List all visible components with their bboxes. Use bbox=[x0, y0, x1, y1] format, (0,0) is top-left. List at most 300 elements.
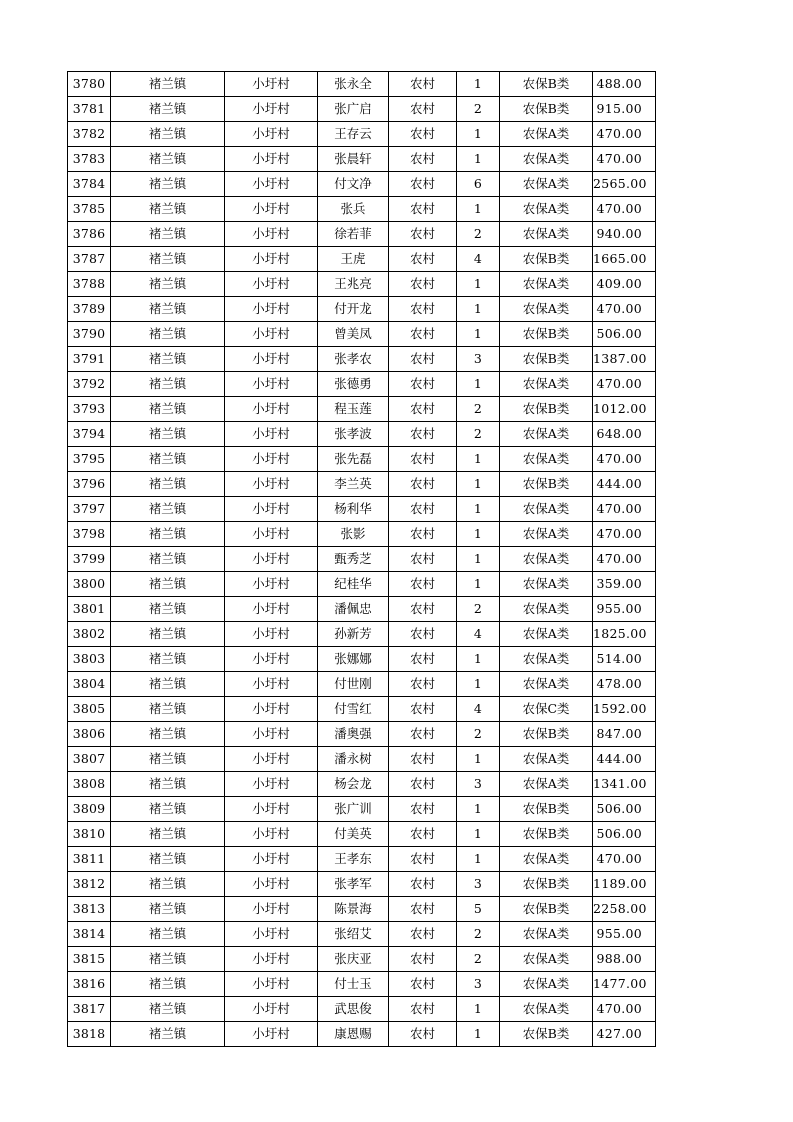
row-id-cell: 3796 bbox=[68, 472, 111, 497]
insurance-category-cell: 农保A类 bbox=[500, 647, 593, 672]
name-cell: 杨会龙 bbox=[318, 772, 389, 797]
village-cell: 小圩村 bbox=[225, 422, 318, 447]
name-cell: 张德勇 bbox=[318, 372, 389, 397]
amount-cell: 444.00 bbox=[593, 747, 656, 772]
member-count-cell: 1 bbox=[457, 572, 500, 597]
amount-cell: 506.00 bbox=[593, 322, 656, 347]
amount-cell: 470.00 bbox=[593, 847, 656, 872]
row-id-cell: 3810 bbox=[68, 822, 111, 847]
row-id-cell: 3808 bbox=[68, 772, 111, 797]
household-type-cell: 农村 bbox=[389, 297, 457, 322]
member-count-cell: 2 bbox=[457, 597, 500, 622]
table-row bbox=[68, 472, 656, 497]
village-cell: 小圩村 bbox=[225, 572, 318, 597]
name-cell: 张先磊 bbox=[318, 447, 389, 472]
household-type-cell: 农村 bbox=[389, 772, 457, 797]
amount-cell: 488.00 bbox=[593, 72, 656, 97]
village-cell: 小圩村 bbox=[225, 747, 318, 772]
village-cell: 小圩村 bbox=[225, 272, 318, 297]
member-count-cell: 1 bbox=[457, 272, 500, 297]
table-row bbox=[68, 97, 656, 122]
village-cell: 小圩村 bbox=[225, 497, 318, 522]
name-cell: 付文净 bbox=[318, 172, 389, 197]
member-count-cell: 1 bbox=[457, 647, 500, 672]
name-cell: 付世刚 bbox=[318, 672, 389, 697]
village-cell: 小圩村 bbox=[225, 947, 318, 972]
insurance-category-cell: 农保B类 bbox=[500, 1022, 593, 1047]
member-count-cell: 3 bbox=[457, 972, 500, 997]
member-count-cell: 3 bbox=[457, 772, 500, 797]
table-row bbox=[68, 222, 656, 247]
insurance-category-cell: 农保A类 bbox=[500, 272, 593, 297]
table-row bbox=[68, 697, 656, 722]
insurance-category-cell: 农保A类 bbox=[500, 497, 593, 522]
name-cell: 王兆亮 bbox=[318, 272, 389, 297]
household-type-cell: 农村 bbox=[389, 247, 457, 272]
amount-cell: 955.00 bbox=[593, 922, 656, 947]
insurance-category-cell: 农保A类 bbox=[500, 172, 593, 197]
table-row bbox=[68, 122, 656, 147]
row-id-cell: 3784 bbox=[68, 172, 111, 197]
name-cell: 张孝农 bbox=[318, 347, 389, 372]
name-cell: 陈景海 bbox=[318, 897, 389, 922]
household-type-cell: 农村 bbox=[389, 847, 457, 872]
member-count-cell: 1 bbox=[457, 672, 500, 697]
town-cell: 褚兰镇 bbox=[111, 922, 225, 947]
name-cell: 付开龙 bbox=[318, 297, 389, 322]
row-id-cell: 3789 bbox=[68, 297, 111, 322]
member-count-cell: 2 bbox=[457, 222, 500, 247]
household-type-cell: 农村 bbox=[389, 722, 457, 747]
row-id-cell: 3791 bbox=[68, 347, 111, 372]
village-cell: 小圩村 bbox=[225, 297, 318, 322]
row-id-cell: 3812 bbox=[68, 872, 111, 897]
row-id-cell: 3793 bbox=[68, 397, 111, 422]
insurance-category-cell: 农保A类 bbox=[500, 947, 593, 972]
household-type-cell: 农村 bbox=[389, 947, 457, 972]
town-cell: 褚兰镇 bbox=[111, 1022, 225, 1047]
table-row bbox=[68, 397, 656, 422]
village-cell: 小圩村 bbox=[225, 222, 318, 247]
household-type-cell: 农村 bbox=[389, 72, 457, 97]
row-id-cell: 3783 bbox=[68, 147, 111, 172]
insurance-category-cell: 农保B类 bbox=[500, 872, 593, 897]
amount-cell: 1012.00 bbox=[593, 397, 656, 422]
row-id-cell: 3813 bbox=[68, 897, 111, 922]
row-id-cell: 3802 bbox=[68, 622, 111, 647]
town-cell: 褚兰镇 bbox=[111, 447, 225, 472]
row-id-cell: 3792 bbox=[68, 372, 111, 397]
insurance-category-cell: 农保A类 bbox=[500, 197, 593, 222]
table-row bbox=[68, 347, 656, 372]
name-cell: 张绍艾 bbox=[318, 922, 389, 947]
name-cell: 潘奥强 bbox=[318, 722, 389, 747]
town-cell: 褚兰镇 bbox=[111, 947, 225, 972]
amount-cell: 1592.00 bbox=[593, 697, 656, 722]
village-cell: 小圩村 bbox=[225, 897, 318, 922]
member-count-cell: 2 bbox=[457, 422, 500, 447]
insurance-category-cell: 农保B类 bbox=[500, 897, 593, 922]
village-cell: 小圩村 bbox=[225, 522, 318, 547]
insurance-category-cell: 农保A类 bbox=[500, 147, 593, 172]
amount-cell: 409.00 bbox=[593, 272, 656, 297]
name-cell: 曾美凤 bbox=[318, 322, 389, 347]
amount-cell: 1341.00 bbox=[593, 772, 656, 797]
household-type-cell: 农村 bbox=[389, 597, 457, 622]
amount-cell: 955.00 bbox=[593, 597, 656, 622]
member-count-cell: 4 bbox=[457, 247, 500, 272]
member-count-cell: 3 bbox=[457, 872, 500, 897]
insurance-category-cell: 农保B类 bbox=[500, 247, 593, 272]
village-cell: 小圩村 bbox=[225, 597, 318, 622]
row-id-cell: 3794 bbox=[68, 422, 111, 447]
household-type-cell: 农村 bbox=[389, 547, 457, 572]
row-id-cell: 3787 bbox=[68, 247, 111, 272]
town-cell: 褚兰镇 bbox=[111, 872, 225, 897]
amount-cell: 470.00 bbox=[593, 497, 656, 522]
name-cell: 王孝东 bbox=[318, 847, 389, 872]
village-cell: 小圩村 bbox=[225, 172, 318, 197]
insurance-category-cell: 农保A类 bbox=[500, 572, 593, 597]
name-cell: 张影 bbox=[318, 522, 389, 547]
insurance-category-cell: 农保B类 bbox=[500, 97, 593, 122]
row-id-cell: 3795 bbox=[68, 447, 111, 472]
member-count-cell: 1 bbox=[457, 822, 500, 847]
row-id-cell: 3798 bbox=[68, 522, 111, 547]
village-cell: 小圩村 bbox=[225, 697, 318, 722]
member-count-cell: 5 bbox=[457, 897, 500, 922]
village-cell: 小圩村 bbox=[225, 997, 318, 1022]
member-count-cell: 1 bbox=[457, 797, 500, 822]
town-cell: 褚兰镇 bbox=[111, 747, 225, 772]
member-count-cell: 2 bbox=[457, 397, 500, 422]
member-count-cell: 3 bbox=[457, 347, 500, 372]
member-count-cell: 4 bbox=[457, 622, 500, 647]
amount-cell: 915.00 bbox=[593, 97, 656, 122]
amount-cell: 470.00 bbox=[593, 372, 656, 397]
village-cell: 小圩村 bbox=[225, 772, 318, 797]
table-row bbox=[68, 197, 656, 222]
member-count-cell: 1 bbox=[457, 847, 500, 872]
member-count-cell: 1 bbox=[457, 147, 500, 172]
village-cell: 小圩村 bbox=[225, 372, 318, 397]
name-cell: 张孝军 bbox=[318, 872, 389, 897]
name-cell: 付雪红 bbox=[318, 697, 389, 722]
name-cell: 孙新芳 bbox=[318, 622, 389, 647]
row-id-cell: 3814 bbox=[68, 922, 111, 947]
row-id-cell: 3780 bbox=[68, 72, 111, 97]
town-cell: 褚兰镇 bbox=[111, 572, 225, 597]
village-cell: 小圩村 bbox=[225, 622, 318, 647]
town-cell: 褚兰镇 bbox=[111, 772, 225, 797]
village-cell: 小圩村 bbox=[225, 397, 318, 422]
table-row bbox=[68, 272, 656, 297]
village-cell: 小圩村 bbox=[225, 822, 318, 847]
insurance-category-cell: 农保A类 bbox=[500, 597, 593, 622]
table-row bbox=[68, 647, 656, 672]
name-cell: 徐若菲 bbox=[318, 222, 389, 247]
insurance-category-cell: 农保A类 bbox=[500, 447, 593, 472]
row-id-cell: 3816 bbox=[68, 972, 111, 997]
amount-cell: 427.00 bbox=[593, 1022, 656, 1047]
name-cell: 付美英 bbox=[318, 822, 389, 847]
row-id-cell: 3805 bbox=[68, 697, 111, 722]
amount-cell: 470.00 bbox=[593, 122, 656, 147]
town-cell: 褚兰镇 bbox=[111, 397, 225, 422]
table-row bbox=[68, 772, 656, 797]
table-row bbox=[68, 372, 656, 397]
table-row bbox=[68, 597, 656, 622]
amount-cell: 2258.00 bbox=[593, 897, 656, 922]
name-cell: 康恩赐 bbox=[318, 1022, 389, 1047]
town-cell: 褚兰镇 bbox=[111, 547, 225, 572]
table-row bbox=[68, 572, 656, 597]
table-row bbox=[68, 747, 656, 772]
member-count-cell: 1 bbox=[457, 522, 500, 547]
member-count-cell: 4 bbox=[457, 697, 500, 722]
household-type-cell: 农村 bbox=[389, 622, 457, 647]
row-id-cell: 3782 bbox=[68, 122, 111, 147]
household-type-cell: 农村 bbox=[389, 147, 457, 172]
amount-cell: 1825.00 bbox=[593, 622, 656, 647]
insurance-category-cell: 农保B类 bbox=[500, 797, 593, 822]
table-row bbox=[68, 422, 656, 447]
insurance-category-cell: 农保B类 bbox=[500, 72, 593, 97]
member-count-cell: 1 bbox=[457, 322, 500, 347]
table-row bbox=[68, 447, 656, 472]
household-type-cell: 农村 bbox=[389, 497, 457, 522]
household-type-cell: 农村 bbox=[389, 122, 457, 147]
row-id-cell: 3807 bbox=[68, 747, 111, 772]
town-cell: 褚兰镇 bbox=[111, 247, 225, 272]
household-type-cell: 农村 bbox=[389, 697, 457, 722]
table-row bbox=[68, 322, 656, 347]
insurance-category-cell: 农保A类 bbox=[500, 222, 593, 247]
amount-cell: 940.00 bbox=[593, 222, 656, 247]
row-id-cell: 3806 bbox=[68, 722, 111, 747]
member-count-cell: 1 bbox=[457, 297, 500, 322]
name-cell: 付士玉 bbox=[318, 972, 389, 997]
row-id-cell: 3803 bbox=[68, 647, 111, 672]
amount-cell: 648.00 bbox=[593, 422, 656, 447]
town-cell: 褚兰镇 bbox=[111, 997, 225, 1022]
name-cell: 潘佩忠 bbox=[318, 597, 389, 622]
amount-cell: 2565.00 bbox=[593, 172, 656, 197]
table-row bbox=[68, 972, 656, 997]
member-count-cell: 1 bbox=[457, 472, 500, 497]
member-count-cell: 2 bbox=[457, 722, 500, 747]
member-count-cell: 1 bbox=[457, 1022, 500, 1047]
member-count-cell: 1 bbox=[457, 372, 500, 397]
member-count-cell: 1 bbox=[457, 72, 500, 97]
village-cell: 小圩村 bbox=[225, 322, 318, 347]
table-row bbox=[68, 1022, 656, 1047]
name-cell: 王存云 bbox=[318, 122, 389, 147]
town-cell: 褚兰镇 bbox=[111, 597, 225, 622]
amount-cell: 1665.00 bbox=[593, 247, 656, 272]
town-cell: 褚兰镇 bbox=[111, 822, 225, 847]
insurance-category-cell: 农保A类 bbox=[500, 747, 593, 772]
name-cell: 张广训 bbox=[318, 797, 389, 822]
town-cell: 褚兰镇 bbox=[111, 622, 225, 647]
amount-cell: 1189.00 bbox=[593, 872, 656, 897]
table-row bbox=[68, 722, 656, 747]
member-count-cell: 6 bbox=[457, 172, 500, 197]
town-cell: 褚兰镇 bbox=[111, 172, 225, 197]
name-cell: 王虎 bbox=[318, 247, 389, 272]
table-row bbox=[68, 872, 656, 897]
town-cell: 褚兰镇 bbox=[111, 672, 225, 697]
member-count-cell: 1 bbox=[457, 197, 500, 222]
row-id-cell: 3785 bbox=[68, 197, 111, 222]
insurance-category-cell: 农保B类 bbox=[500, 472, 593, 497]
row-id-cell: 3788 bbox=[68, 272, 111, 297]
table-row bbox=[68, 622, 656, 647]
household-type-cell: 农村 bbox=[389, 197, 457, 222]
household-type-cell: 农村 bbox=[389, 972, 457, 997]
household-type-cell: 农村 bbox=[389, 272, 457, 297]
insurance-category-cell: 农保A类 bbox=[500, 972, 593, 997]
row-id-cell: 3801 bbox=[68, 597, 111, 622]
table-row bbox=[68, 847, 656, 872]
village-cell: 小圩村 bbox=[225, 347, 318, 372]
table-row bbox=[68, 922, 656, 947]
name-cell: 张晨轩 bbox=[318, 147, 389, 172]
household-type-cell: 农村 bbox=[389, 1022, 457, 1047]
household-type-cell: 农村 bbox=[389, 422, 457, 447]
member-count-cell: 1 bbox=[457, 497, 500, 522]
village-cell: 小圩村 bbox=[225, 547, 318, 572]
household-type-cell: 农村 bbox=[389, 347, 457, 372]
amount-cell: 988.00 bbox=[593, 947, 656, 972]
member-count-cell: 2 bbox=[457, 922, 500, 947]
village-cell: 小圩村 bbox=[225, 197, 318, 222]
village-cell: 小圩村 bbox=[225, 972, 318, 997]
member-count-cell: 1 bbox=[457, 122, 500, 147]
village-cell: 小圩村 bbox=[225, 472, 318, 497]
village-cell: 小圩村 bbox=[225, 1022, 318, 1047]
household-type-cell: 农村 bbox=[389, 572, 457, 597]
amount-cell: 470.00 bbox=[593, 447, 656, 472]
member-count-cell: 2 bbox=[457, 947, 500, 972]
household-type-cell: 农村 bbox=[389, 997, 457, 1022]
member-count-cell: 2 bbox=[457, 97, 500, 122]
town-cell: 褚兰镇 bbox=[111, 897, 225, 922]
insurance-category-cell: 农保A类 bbox=[500, 122, 593, 147]
table-row bbox=[68, 147, 656, 172]
member-count-cell: 1 bbox=[457, 547, 500, 572]
amount-cell: 506.00 bbox=[593, 822, 656, 847]
row-id-cell: 3799 bbox=[68, 547, 111, 572]
amount-cell: 470.00 bbox=[593, 547, 656, 572]
household-type-cell: 农村 bbox=[389, 397, 457, 422]
row-id-cell: 3800 bbox=[68, 572, 111, 597]
row-id-cell: 3818 bbox=[68, 1022, 111, 1047]
household-type-cell: 农村 bbox=[389, 172, 457, 197]
town-cell: 褚兰镇 bbox=[111, 497, 225, 522]
household-type-cell: 农村 bbox=[389, 747, 457, 772]
village-cell: 小圩村 bbox=[225, 447, 318, 472]
village-cell: 小圩村 bbox=[225, 147, 318, 172]
row-id-cell: 3815 bbox=[68, 947, 111, 972]
town-cell: 褚兰镇 bbox=[111, 372, 225, 397]
row-id-cell: 3817 bbox=[68, 997, 111, 1022]
household-type-cell: 农村 bbox=[389, 522, 457, 547]
village-cell: 小圩村 bbox=[225, 97, 318, 122]
name-cell: 李兰英 bbox=[318, 472, 389, 497]
amount-cell: 1477.00 bbox=[593, 972, 656, 997]
insurance-category-cell: 农保A类 bbox=[500, 672, 593, 697]
town-cell: 褚兰镇 bbox=[111, 697, 225, 722]
household-type-cell: 农村 bbox=[389, 897, 457, 922]
benefit-table bbox=[67, 71, 656, 1047]
town-cell: 褚兰镇 bbox=[111, 422, 225, 447]
name-cell: 潘永树 bbox=[318, 747, 389, 772]
village-cell: 小圩村 bbox=[225, 647, 318, 672]
row-id-cell: 3781 bbox=[68, 97, 111, 122]
insurance-category-cell: 农保B类 bbox=[500, 722, 593, 747]
village-cell: 小圩村 bbox=[225, 672, 318, 697]
amount-cell: 847.00 bbox=[593, 722, 656, 747]
insurance-category-cell: 农保C类 bbox=[500, 697, 593, 722]
town-cell: 褚兰镇 bbox=[111, 72, 225, 97]
town-cell: 褚兰镇 bbox=[111, 797, 225, 822]
name-cell: 杨利华 bbox=[318, 497, 389, 522]
table-row bbox=[68, 672, 656, 697]
amount-cell: 470.00 bbox=[593, 297, 656, 322]
insurance-category-cell: 农保B类 bbox=[500, 822, 593, 847]
insurance-category-cell: 农保A类 bbox=[500, 772, 593, 797]
name-cell: 张孝波 bbox=[318, 422, 389, 447]
town-cell: 褚兰镇 bbox=[111, 147, 225, 172]
insurance-category-cell: 农保A类 bbox=[500, 922, 593, 947]
town-cell: 褚兰镇 bbox=[111, 847, 225, 872]
table-row bbox=[68, 997, 656, 1022]
table-row bbox=[68, 497, 656, 522]
town-cell: 褚兰镇 bbox=[111, 197, 225, 222]
village-cell: 小圩村 bbox=[225, 872, 318, 897]
household-type-cell: 农村 bbox=[389, 672, 457, 697]
name-cell: 甄秀芝 bbox=[318, 547, 389, 572]
name-cell: 张娜娜 bbox=[318, 647, 389, 672]
member-count-cell: 1 bbox=[457, 747, 500, 772]
amount-cell: 470.00 bbox=[593, 522, 656, 547]
insurance-category-cell: 农保A类 bbox=[500, 372, 593, 397]
town-cell: 褚兰镇 bbox=[111, 222, 225, 247]
insurance-category-cell: 农保B类 bbox=[500, 322, 593, 347]
household-type-cell: 农村 bbox=[389, 822, 457, 847]
insurance-category-cell: 农保A类 bbox=[500, 422, 593, 447]
table-row bbox=[68, 247, 656, 272]
household-type-cell: 农村 bbox=[389, 322, 457, 347]
insurance-category-cell: 农保B类 bbox=[500, 397, 593, 422]
village-cell: 小圩村 bbox=[225, 797, 318, 822]
table-row bbox=[68, 522, 656, 547]
amount-cell: 470.00 bbox=[593, 997, 656, 1022]
town-cell: 褚兰镇 bbox=[111, 972, 225, 997]
village-cell: 小圩村 bbox=[225, 247, 318, 272]
town-cell: 褚兰镇 bbox=[111, 347, 225, 372]
row-id-cell: 3786 bbox=[68, 222, 111, 247]
row-id-cell: 3797 bbox=[68, 497, 111, 522]
insurance-category-cell: 农保A类 bbox=[500, 997, 593, 1022]
village-cell: 小圩村 bbox=[225, 922, 318, 947]
village-cell: 小圩村 bbox=[225, 722, 318, 747]
table-row bbox=[68, 897, 656, 922]
table-row bbox=[68, 297, 656, 322]
amount-cell: 470.00 bbox=[593, 197, 656, 222]
town-cell: 褚兰镇 bbox=[111, 297, 225, 322]
